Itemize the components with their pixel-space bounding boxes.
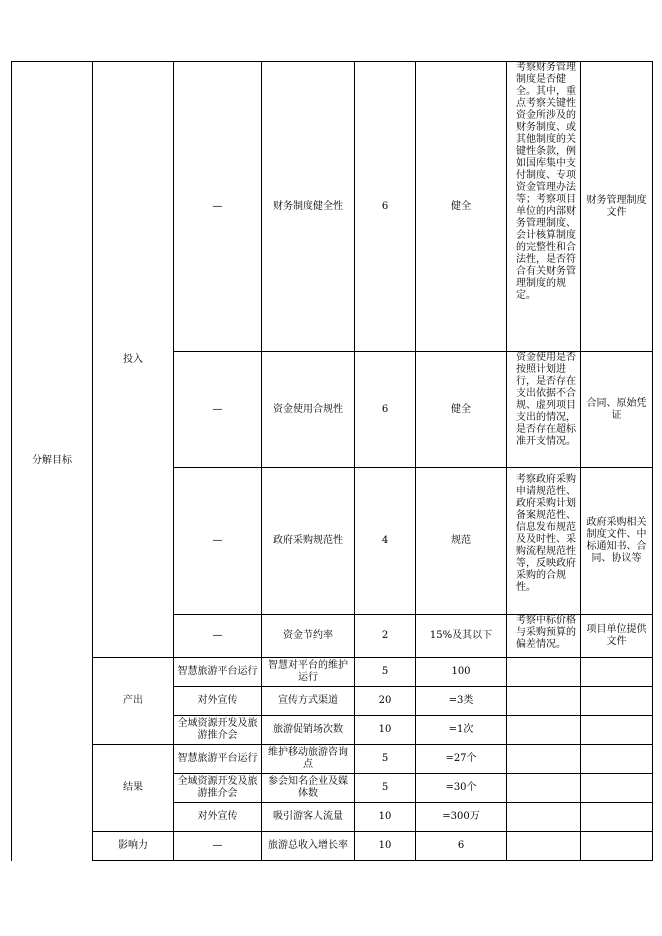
decomposed-goals-cell: 分解目标 [12,62,93,861]
indicator-cell: 吸引游客人流量 [262,803,355,832]
description-cell [507,687,581,716]
target-cell: =1次 [416,716,507,745]
target-cell: 规范 [416,468,507,615]
level2-cell: 智慧旅游平台运行 [174,658,262,687]
source-cell [581,658,653,687]
source-cell [581,803,653,832]
indicator-cell: 维护移动旅游咨询点 [262,745,355,774]
target-cell: 健全 [416,352,507,468]
weight-cell: 20 [355,687,416,716]
level2-cell: 对外宣传 [174,687,262,716]
table-row [12,62,653,352]
indicator-cell: 资金节约率 [262,615,355,658]
description-cell [507,832,581,861]
weight-cell: 4 [355,468,416,615]
indicator-cell: 资金使用合规性 [262,352,355,468]
target-cell: 15%及其以下 [416,615,507,658]
target-cell: =27个 [416,745,507,774]
source-cell: 项目单位提供文件 [581,615,653,658]
source-cell [581,687,653,716]
level2-cell: — [174,832,262,861]
target-cell: =3类 [416,687,507,716]
level2-cell: — [174,468,262,615]
description-cell [507,745,581,774]
weight-cell: 5 [355,658,416,687]
level2-cell: 智慧旅游平台运行 [174,745,262,774]
description-cell [507,803,581,832]
performance-indicator-table [11,61,653,861]
description-cell: 考察政府采购申请规范性、政府采购计划备案规范性、信息发布规范及及时性、采购流程规范性等，反映政府采购的合规性。 [507,468,581,615]
description-cell [507,716,581,745]
table-row [12,745,653,774]
target-cell: 健全 [416,62,507,352]
indicator-cell: 旅游总收入增长率 [262,832,355,861]
indicator-cell: 财务制度健全性 [262,62,355,352]
target-cell: 6 [416,832,507,861]
weight-cell: 10 [355,803,416,832]
source-cell: 政府采购相关制度文件、中标通知书、合同、协议等 [581,468,653,615]
weight-cell: 10 [355,832,416,861]
source-cell: 合同、原始凭证 [581,352,653,468]
description-cell [507,658,581,687]
level1-output-cell: 产出 [93,658,174,745]
weight-cell: 2 [355,615,416,658]
level2-cell: — [174,62,262,352]
level2-cell: 全域资源开发及旅游推介会 [174,716,262,745]
target-cell: =300万 [416,803,507,832]
level2-cell: 全域资源开发及旅游推介会 [174,774,262,803]
level2-cell: — [174,352,262,468]
description-cell: 资金使用是否按照计划进行，是否存在支出依据不合规、虚列项目支出的情况，是否存在超标准开支情况。 [507,352,581,468]
indicator-cell: 参会知名企业及媒体数 [262,774,355,803]
source-cell: 财务管理制度文件 [581,62,653,352]
source-cell [581,774,653,803]
table-row [12,832,653,861]
description-cell: 考察财务管理制度是否健全。其中，重点考察关键性资金所涉及的财务制度、或其他制度的关键性条款，例如国库集中支付制度、专项资金管理办法等；考察项目单位的内部财务管理制度、会计核算制度的完整性和合法性，是否符合有关财务管理制度的规定。 [507,62,581,352]
indicator-cell: 宣传方式渠道 [262,687,355,716]
weight-cell: 6 [355,352,416,468]
weight-cell: 5 [355,774,416,803]
indicator-cell: 政府采购规范性 [262,468,355,615]
level1-influence-cell: 影响力 [93,832,174,861]
level1-result-cell: 结果 [93,745,174,832]
indicator-cell: 旅游促销场次数 [262,716,355,745]
source-cell [581,832,653,861]
level2-cell: — [174,615,262,658]
weight-cell: 6 [355,62,416,352]
level1-input-cell: 投入 [93,62,174,658]
table-row [12,658,653,687]
target-cell: 100 [416,658,507,687]
indicator-cell: 智慧对平台的维护运行 [262,658,355,687]
target-cell: =30个 [416,774,507,803]
description-cell [507,774,581,803]
level2-cell: 对外宣传 [174,803,262,832]
source-cell [581,745,653,774]
description-cell: 考察中标价格与采购预算的偏差情况。 [507,615,581,658]
source-cell [581,716,653,745]
weight-cell: 5 [355,745,416,774]
weight-cell: 10 [355,716,416,745]
